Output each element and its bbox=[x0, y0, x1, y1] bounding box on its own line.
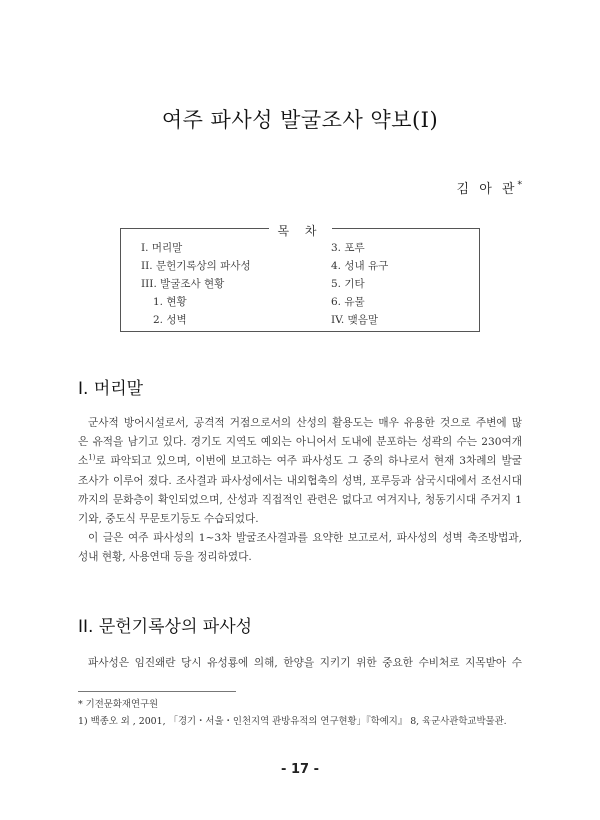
text-line: 조사가 이루어 졌다. 조사결과 파사성에서는 내외협축의 성벽, 포루등과 삼국시대에서 조선시대 bbox=[78, 474, 522, 487]
toc-item: 4. 성내 유구 bbox=[331, 260, 389, 272]
records-body bbox=[78, 654, 522, 673]
toc-left-column bbox=[141, 239, 251, 329]
text-line: 이 글은 여주 파사성의 1~3차 발굴조사결과를 요약한 보고로서, 파사성의 성벽 축조방법과, bbox=[88, 532, 522, 545]
footnote-divider bbox=[78, 691, 236, 692]
section-heading-records: II. 문헌기록상의 파사성 bbox=[78, 617, 253, 637]
text-line: 은 유적을 남기고 있다. 경기도 지역도 예외는 아니어서 도내에 분포하는 성곽의 수는 230여개 bbox=[78, 436, 522, 449]
text-line bbox=[78, 452, 522, 471]
paper-title: 여주 파사성 발굴조사 약보(I) bbox=[161, 108, 439, 132]
text-fragment: 소 bbox=[78, 455, 89, 468]
footnote-reference-1: 1) 백종오 외 , 2001, 「경기・서울・인천지역 관방유적의 연구현황」『학예지』 8, 육군사관학교박물관. bbox=[78, 716, 507, 727]
toc-item: 2. 성벽 bbox=[153, 314, 187, 326]
toc-item: I. 머리말 bbox=[141, 242, 183, 254]
text-line: 기와, 중도식 무문토기등도 수습되었다. bbox=[78, 512, 259, 525]
toc-item: III. 발굴조사 현황 bbox=[141, 278, 225, 290]
page-number: - 17 - bbox=[281, 762, 319, 777]
text-fragment: 로 파악되고 있으며, 이번에 보고하는 여주 파사성도 그 중의 하나로서 현재 3차례의 발굴 bbox=[95, 455, 522, 468]
text-line: 파사성은 임진왜란 당시 유성룡에 의해, 한양을 지키기 위한 중요한 수비처로 지목받아 수 bbox=[88, 657, 522, 669]
footnote-affiliation: * 기전문화재연구원 bbox=[78, 699, 159, 710]
text-line: 성내 현황, 사용연대 등을 정리하였다. bbox=[78, 551, 252, 564]
toc-caption: 목 차 bbox=[269, 224, 332, 238]
intro-body bbox=[78, 414, 522, 568]
author-footnote-mark: * bbox=[517, 180, 522, 191]
toc-item: 6. 유물 bbox=[331, 296, 365, 308]
text-line: 군사적 방어시설로서, 공격적 거점으로서의 산성의 활용도는 매우 유용한 것으로 주변에 많 bbox=[88, 417, 522, 429]
toc-caption-wrap bbox=[121, 220, 479, 239]
table-of-contents bbox=[120, 224, 480, 332]
author-name: 김 아 관 bbox=[456, 182, 518, 197]
toc-right-column bbox=[331, 239, 388, 329]
footnote-ref-1: 1) bbox=[88, 453, 96, 462]
toc-item: 1. 현황 bbox=[153, 296, 187, 308]
footnotes bbox=[78, 696, 538, 730]
toc-item: IV. 맺음말 bbox=[331, 314, 378, 326]
section-heading-intro: I. 머리말 bbox=[78, 379, 144, 399]
toc-item: 3. 포루 bbox=[331, 242, 365, 254]
toc-item: II. 문헌기록상의 파사성 bbox=[141, 260, 251, 272]
toc-item: 5. 기타 bbox=[331, 278, 365, 290]
text-line: 까지의 문화층이 확인되었으며, 산성과 직접적인 관련은 없다고 여겨지나, 청동기시대 주거지 1 bbox=[78, 493, 522, 506]
author-line bbox=[457, 178, 522, 197]
